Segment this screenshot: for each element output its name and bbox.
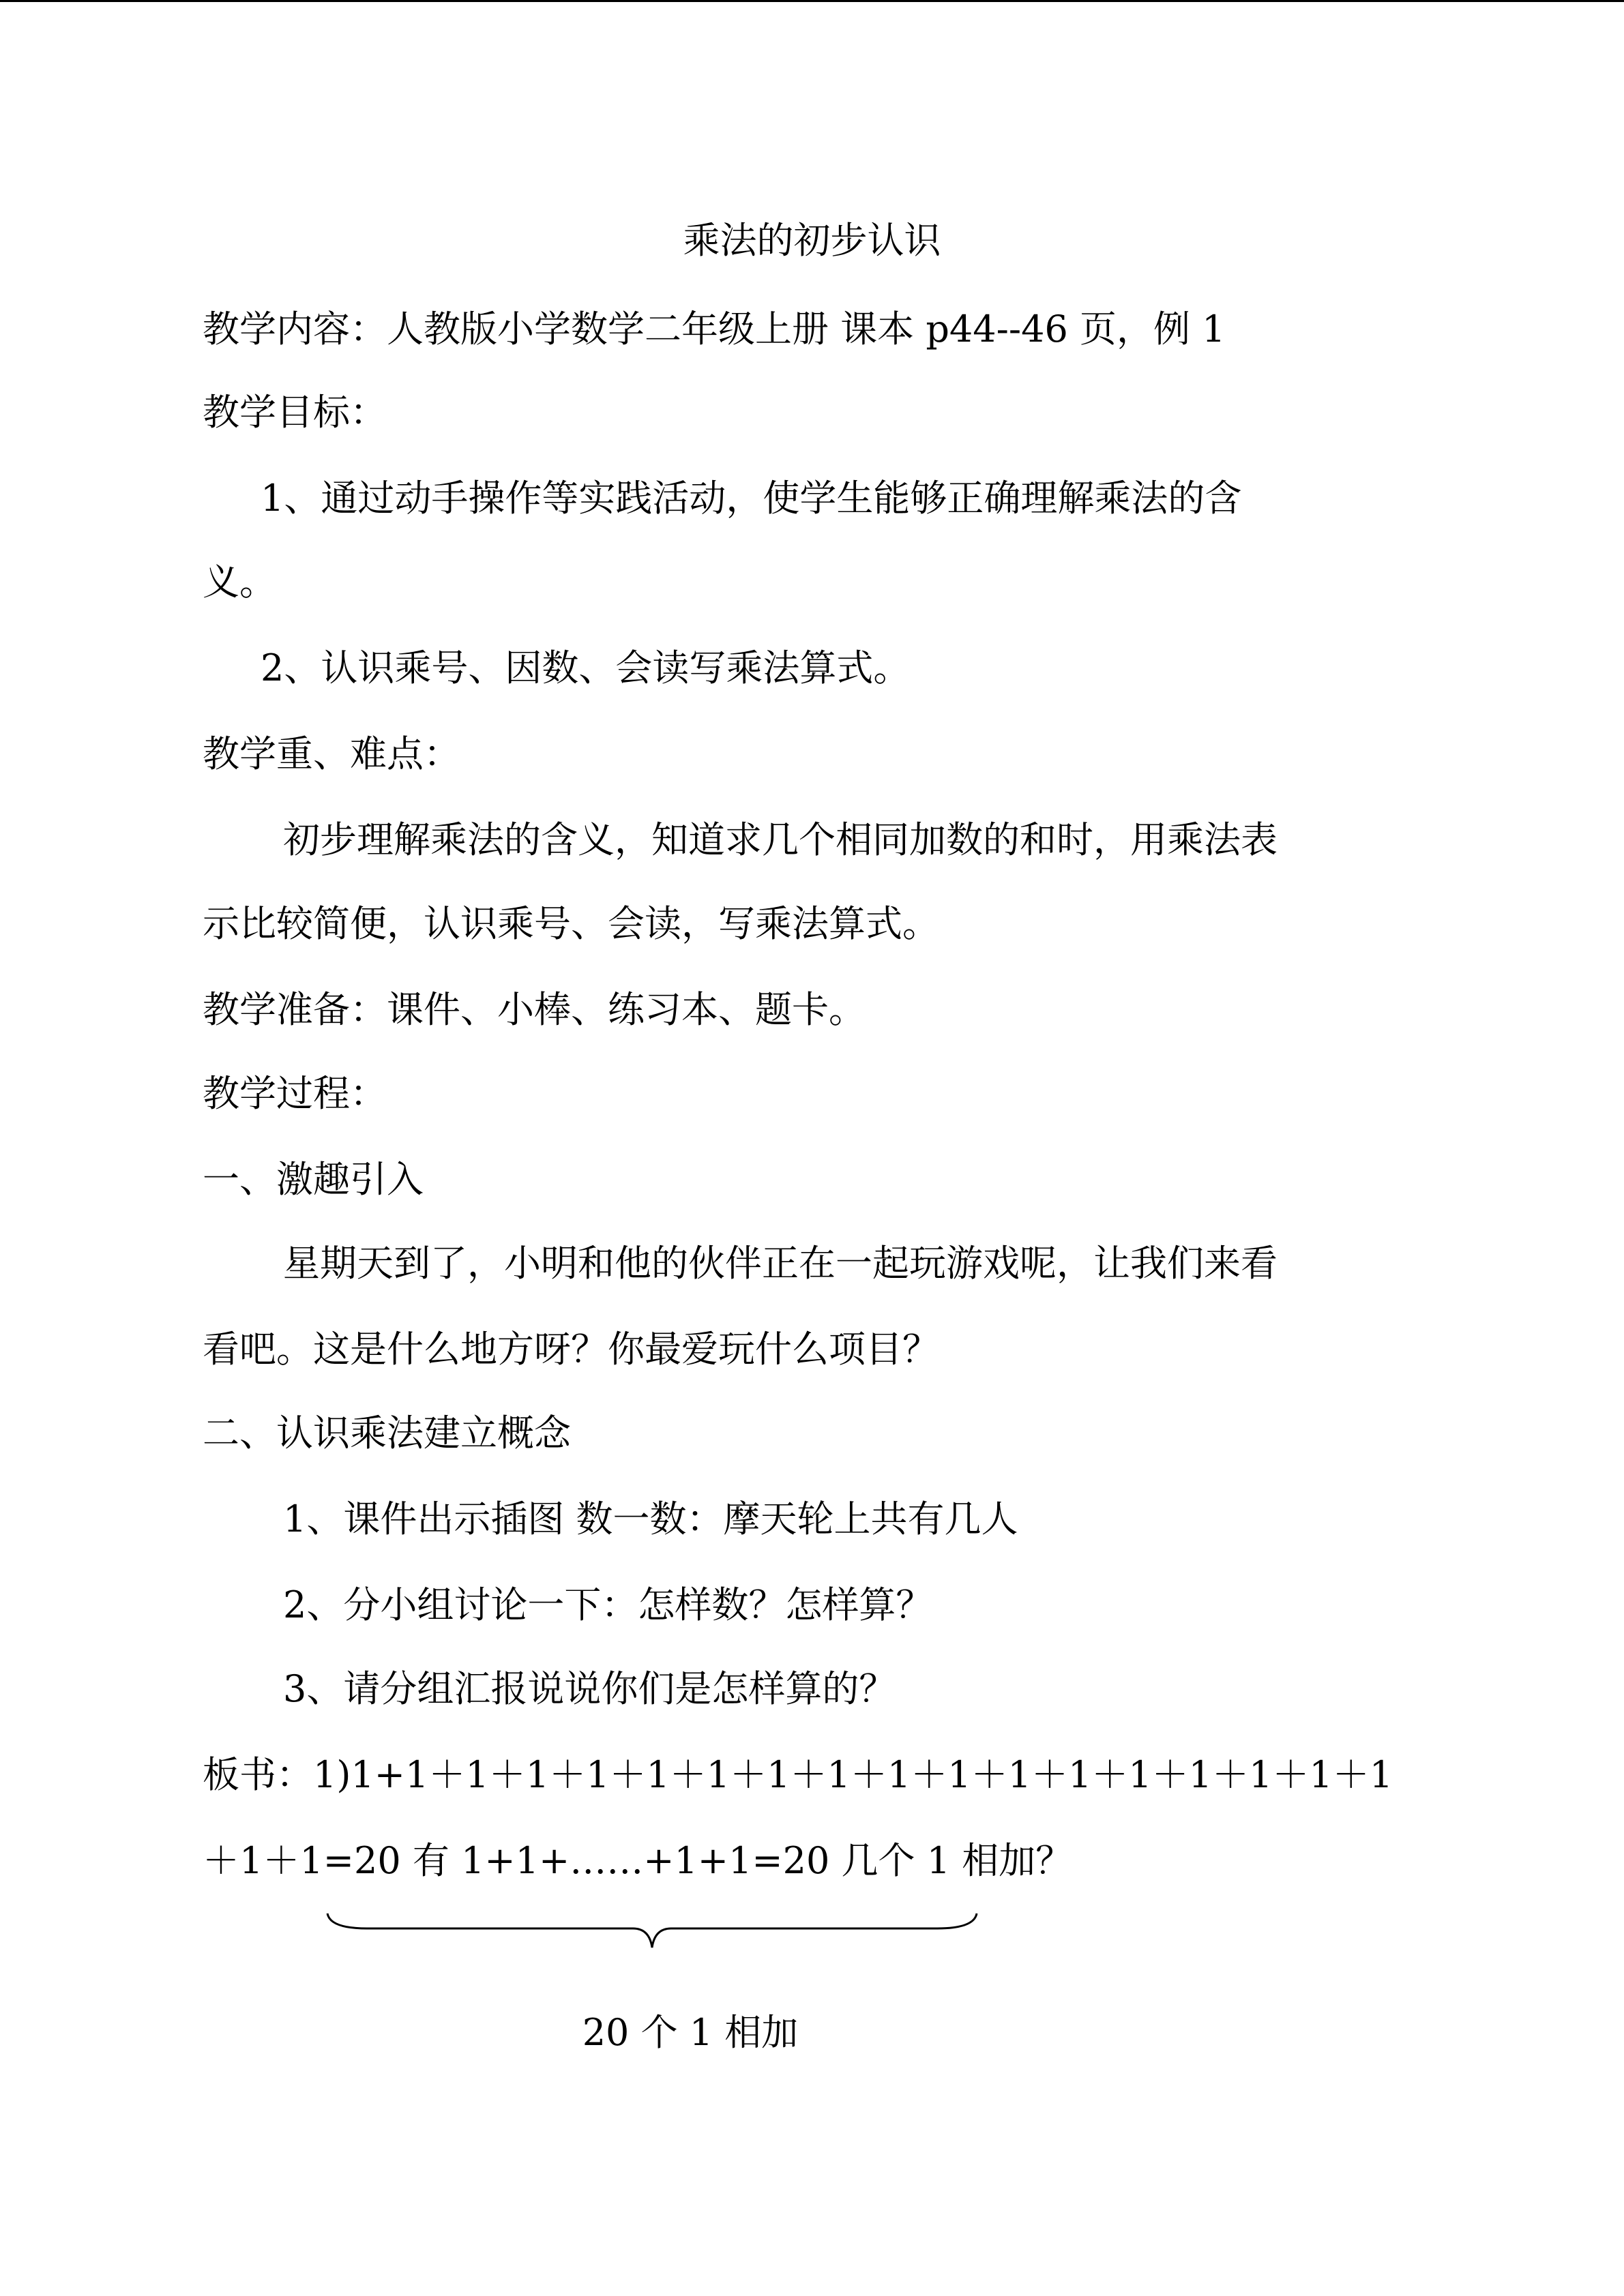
goal-1-line-1: 1、通过动手操作等实践活动，使学生能够正确理解乘法的含 <box>261 477 1242 520</box>
board-line-1: 板书：1)1+1＋1＋1＋1＋1＋1＋1＋1＋1＋1＋1＋1＋1＋1＋1＋1＋1 <box>203 1753 1393 1796</box>
goal-1-line-2: 义。 <box>203 561 276 603</box>
brace-label: 20 个 1 相加 <box>582 2011 799 2054</box>
board-line-2: ＋1＋1=20 有 1+1+……+1+1=20 几个 1 相加？ <box>203 1839 1073 1882</box>
section-1-line-2: 看吧。这是什么地方呀？你最爱玩什么项目？ <box>203 1328 939 1371</box>
process-heading: 教学过程： <box>203 1072 387 1115</box>
teaching-content: 教学内容：人教版小学数学二年级上册 课本 p44--46 页，例 1 <box>203 308 1226 351</box>
step-3: 3、请分组汇报说说你们是怎样算的？ <box>283 1667 896 1710</box>
key-points-line-2: 示比较简便，认识乘号、会读，写乘法算式。 <box>203 902 939 945</box>
underbrace <box>326 1908 978 1956</box>
teaching-preparation: 教学准备：课件、小棒、练习本、题卡。 <box>203 988 866 1031</box>
step-2: 2、分小组讨论一下：怎样数？怎样算？ <box>283 1583 933 1626</box>
key-points-line-1: 初步理解乘法的含义，知道求几个相同加数的和时，用乘法表 <box>283 818 1278 861</box>
teaching-goals-heading: 教学目标： <box>203 391 387 434</box>
page-title: 乘法的初步认识 <box>683 219 941 262</box>
section-1-heading: 一、激趣引入 <box>203 1158 424 1201</box>
section-2-heading: 二、认识乘法建立概念 <box>203 1412 571 1455</box>
step-1: 1、课件出示插图 数一数：摩天轮上共有几人 <box>283 1497 1018 1540</box>
goal-2: 2、认识乘号、因数、会读写乘法算式。 <box>261 646 911 689</box>
key-points-heading: 教学重、难点： <box>203 732 460 775</box>
section-1-line-1: 星期天到了，小明和他的伙伴正在一起玩游戏呢，让我们来看 <box>283 1242 1278 1285</box>
